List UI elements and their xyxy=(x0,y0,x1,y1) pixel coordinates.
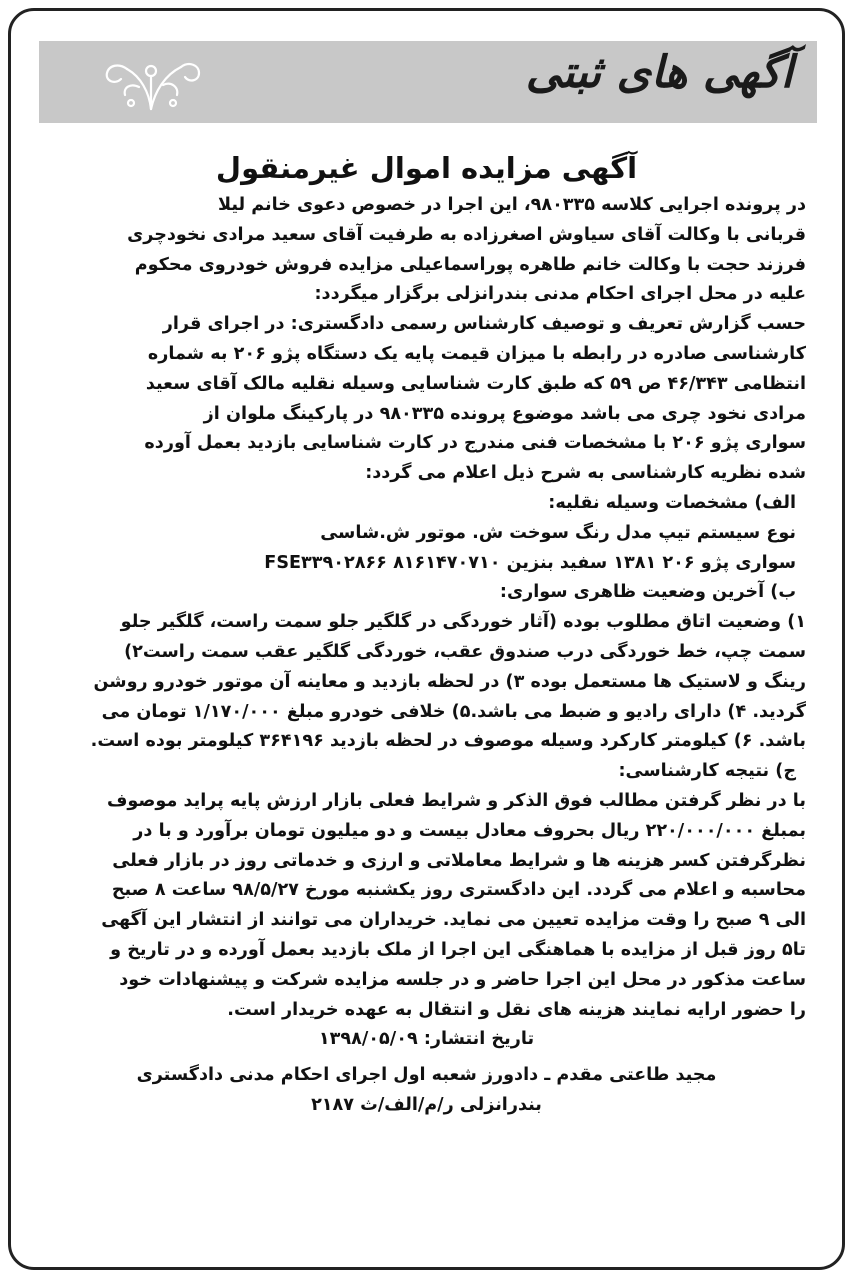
banner-title: آگهی های ثبتی xyxy=(525,47,793,98)
text-line: با در نظر گرفتن مطالب فوق الذکر و شرایط فعلی بازار ارزش پایه پراید موصوف xyxy=(106,790,806,811)
condition-paragraph xyxy=(47,608,806,757)
text-line: حسب گزارش تعریف و توصیف کارشناس رسمی دادگستری: در اجرای قرار xyxy=(162,314,806,335)
vehicle-spec-header: نوع سیستم تیپ مدل رنگ سوخت ش. موتور ش.شاسی xyxy=(320,522,796,543)
section-c-heading: ج) نتیجه کارشناسی: xyxy=(618,761,796,782)
text-line: ۱) وضعیت اتاق مطلوب بوده (آثار خوردگی در گلگیر جلو سمت راست، گلگیر جلو xyxy=(120,612,806,633)
text-line: فرزند حجت با وکالت خانم طاهره پوراسماعیلی مزایده فروش خودروی محکوم xyxy=(134,254,806,275)
text-line: الی ۹ صبح را وقت مزایده تعیین می نماید. خریداران می توانند از انتشار این آگهی xyxy=(101,910,806,931)
text-line: سواری پژو ۲۰۶ با مشخصات فنی مندرج در کارت شناسایی بازدید بعمل آورده xyxy=(144,433,806,454)
section-a-heading: الف) مشخصات وسیله نقلیه: xyxy=(548,492,796,513)
text-line: نظرگرفتن کسر هزینه ها و شرایط معاملاتی و ارزی و خدماتی روز در بازار فعلی xyxy=(112,850,806,871)
header-banner xyxy=(39,41,817,123)
notice-body xyxy=(47,191,806,1121)
text-line: انتظامی ۴۶/۳۴۳ ص ۵۹ که طبق کارت شناسایی وسیله نقلیه مالک آقای سعید xyxy=(145,373,806,394)
text-line: کارشناسی صادره در رابطه با میزان قیمت پایه یک دستگاه پژو ۲۰۶ به شماره xyxy=(147,343,806,364)
text-line: شده نظریه کارشناسی به شرح ذیل اعلام می گردد: xyxy=(365,463,806,484)
floral-ornament-icon xyxy=(91,47,211,117)
text-line: علیه در محل اجرای احکام مدنی بندرانزلی برگزار میگردد: xyxy=(314,284,806,305)
text-line: سمت چپ، خط خوردگی درب صندوق عقب، خوردگی گلگیر عقب سمت راست۲) xyxy=(124,641,806,662)
text-line: محاسبه و اعلام می گردد. این دادگستری روز یکشنبه مورخ ۹۸/۵/۲۷ ساعت ۸ صبح xyxy=(111,880,806,901)
text-line: بمبلغ ۲۲۰/۰۰۰/۰۰۰ ریال بحروف معادل بیست و دو میلیون تومان برآورد و با در xyxy=(133,820,806,841)
vehicle-spec-values: سواری پژو ۲۰۶ ۱۳۸۱ سفید بنزین ۸۱۶۱۴۷۰۷۱۰ FSE۳۳۹۰۲۸۶۶ xyxy=(264,552,796,573)
notice-frame xyxy=(8,8,845,1270)
notice-title: آگهی مزایده اموال غیرمنقول xyxy=(215,151,638,185)
text-line: در پرونده اجرایی کلاسه ۹۸۰۳۳۵، این اجرا در خصوص دعوی خانم لیلا xyxy=(217,195,806,215)
text-line: مرادی نخود چری می باشد موضوع پرونده ۹۸۰۳۳۵ در پارکینگ ملوان از xyxy=(203,403,806,424)
signature-block xyxy=(47,1061,806,1121)
text-line: رینگ و لاستیک ها مستعمل بوده ۳) در لحظه بازدید و معاینه آن موتور خودرو روشن xyxy=(93,671,806,692)
text-line: گردید. ۴) دارای رادیو و ضبط می باشد.۵) خلافی خودرو مبلغ ۱/۱۷۰/۰۰۰ تومان می xyxy=(101,701,806,722)
result-paragraph xyxy=(47,787,806,1025)
text-line: تا۵ روز قبل از مزایده با هماهنگی این اجرا از ملک بازدید بعمل آورده و در تاریخ و xyxy=(110,939,806,960)
publish-date: تاریخ انتشار: ۱۳۹۸/۰۵/۰۹ xyxy=(318,1029,535,1050)
intro-paragraph xyxy=(47,191,806,310)
text-line: باشد. ۶) کیلومتر کارکرد وسیله موصوف در لحظه بازدید ۳۶۴۱۹۶ کیلومتر بوده است. xyxy=(90,731,806,752)
section-b-heading: ب) آخرین وضعیت ظاهری سواری: xyxy=(499,582,796,603)
text-line: قربانی با وکالت آقای سیاوش اصغرزاده به طرفیت آقای سعید مرادی نخودچری xyxy=(127,224,806,245)
report-paragraph xyxy=(47,310,806,489)
signature-line: مجید طاعتی مقدم ـ دادورز شعبه اول اجرای احکام مدنی دادگستری xyxy=(136,1065,717,1086)
signature-line: بندرانزلی ر/م/الف/ث ۲۱۸۷ xyxy=(311,1094,542,1115)
text-line: ساعت مذکور در محل این اجرا حاضر و در جلسه مزایده شرکت و پیشنهادات خود xyxy=(119,969,806,990)
text-line: را حضور ارایه نمایند هزینه های نقل و انتقال به عهده خریدار است. xyxy=(227,999,806,1020)
